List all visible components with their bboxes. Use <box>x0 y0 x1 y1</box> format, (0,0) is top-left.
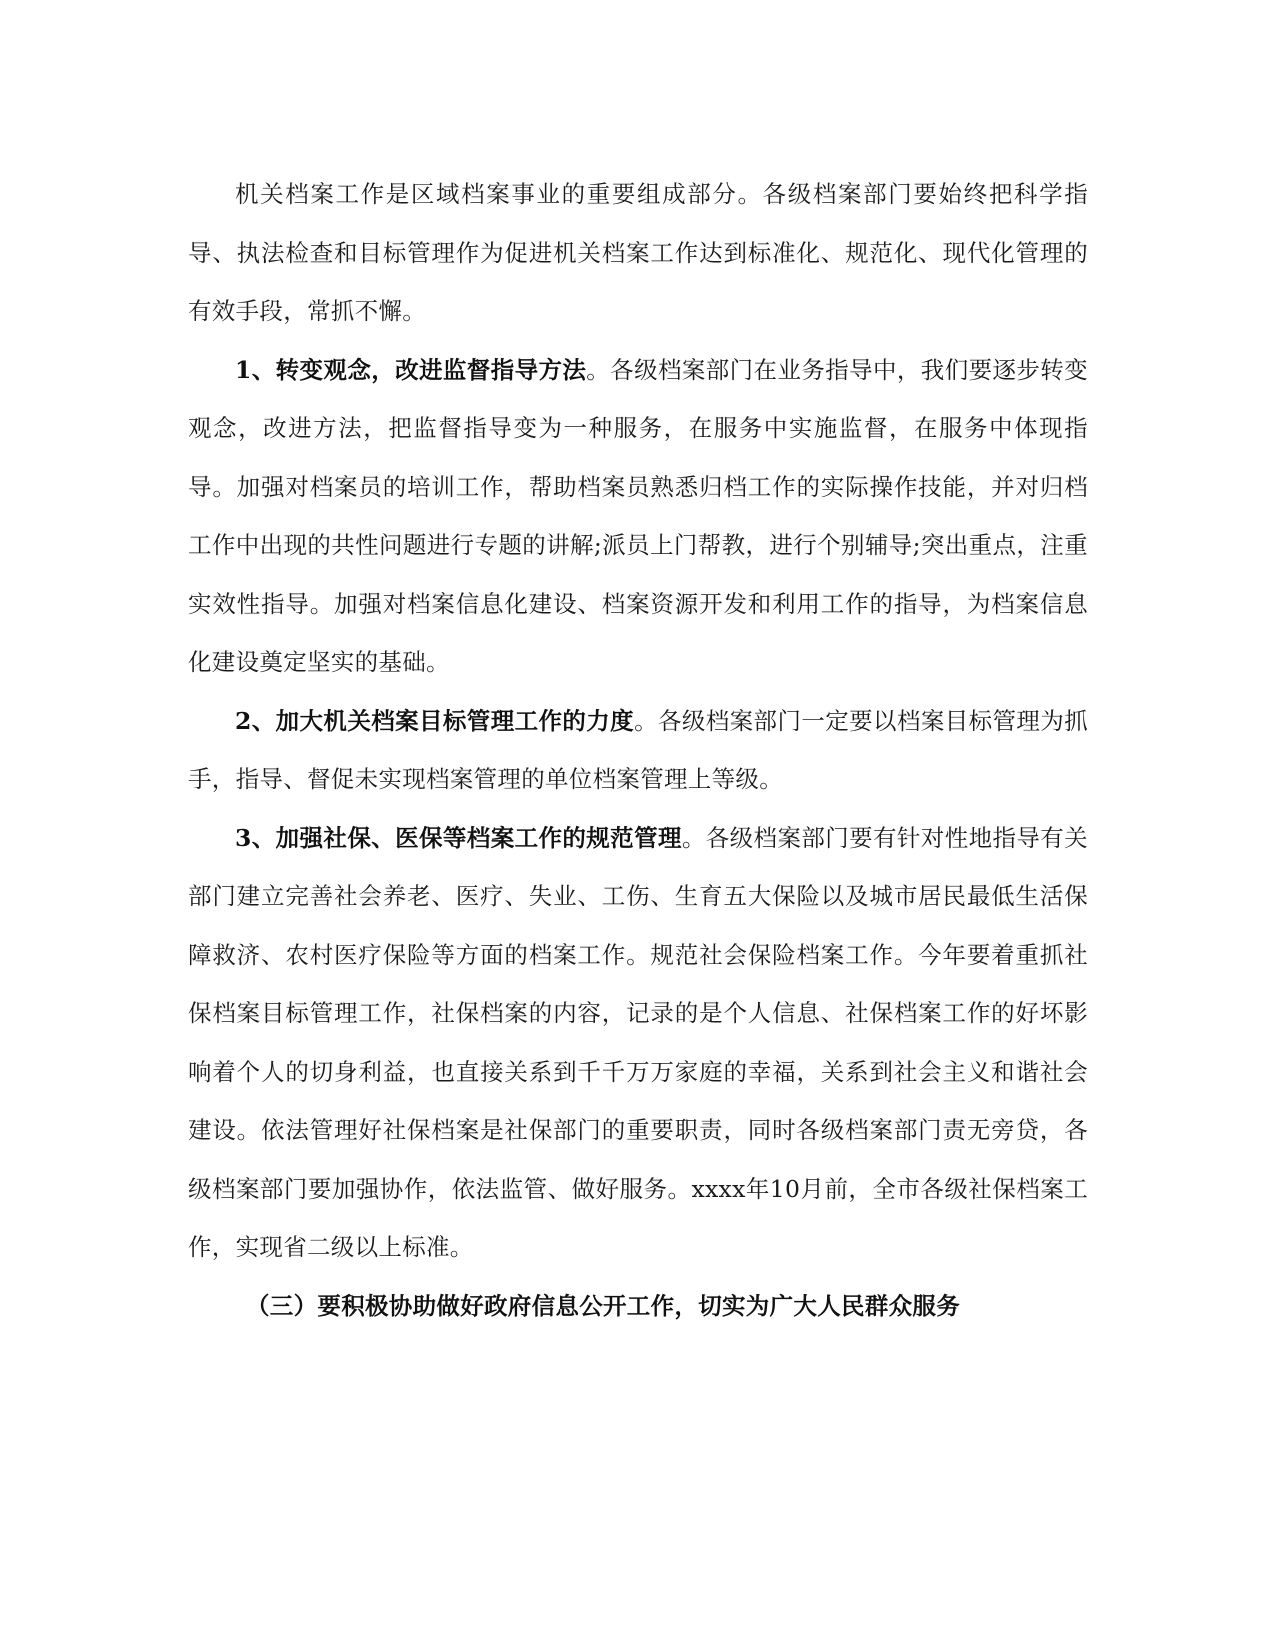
item-1-heading: 1、转变观念，改进监督指导方法 <box>235 355 587 384</box>
paragraph-item-1 <box>188 341 1088 692</box>
paragraph-intro-text: 机关档案工作是区域档案事业的重要组成部分。各级档案部门要始终把科学指导、执法检查和目标管理作为促进机关档案工作达到标准化、规范化、现代化管理的有效手段，常抓不懈。 <box>188 180 1088 325</box>
item-3-text: 。各级档案部门要有针对性地指导有关部门建立完善社会养老、医疗、失业、工伤、生育五大保险以及城市居民最低生活保障救济、农村医疗保险等方面的档案工作。规范社会保险档案工作。今年要着重抓社保档案目标管理工作，社保档案的内容，记录的是个人信息、社保档案工作的好坏影响着个人的切身利益，也直接关系到千千万万家庭的幸福，关系到社会主义和谐社会建设。依法管理好社保档案是社保部门的重要职责，同时各级档案部门责无旁贷，各级档案部门要加强协作，依法监管、做好服务。xxxx年10月前，全市各级社保档案工作，实现省二级以上标准。 <box>188 823 1088 1261</box>
item-3-heading: 3、加强社保、医保等档案工作的规范管理 <box>235 823 682 852</box>
document-body <box>188 165 1088 1335</box>
paragraph-item-3 <box>188 809 1088 1277</box>
paragraph-intro <box>188 165 1088 341</box>
item-2-text: 。各级档案部门一定要以档案目标管理为抓手，指导、督促未实现档案管理的单位档案管理上等级。 <box>188 706 1088 793</box>
item-1-text: 。各级档案部门在业务指导中，我们要逐步转变观念，改进方法，把监督指导变为一种服务，在服务中实施监督，在服务中体现指导。加强对档案员的培训工作，帮助档案员熟悉归档工作的实际操作技能，并对归档工作中出现的共性问题进行专题的讲解;派员上门帮教，进行个别辅导;突出重点，注重实效性指导。加强对档案信息化建设、档案资源开发和利用工作的指导，为档案信息化建设奠定坚实的基础。 <box>188 355 1088 676</box>
item-2-heading: 2、加大机关档案目标管理工作的力度 <box>235 706 635 735</box>
section-heading: （三）要积极协助做好政府信息公开工作，切实为广大人民群众服务 <box>246 1291 960 1320</box>
paragraph-item-2 <box>188 692 1088 809</box>
